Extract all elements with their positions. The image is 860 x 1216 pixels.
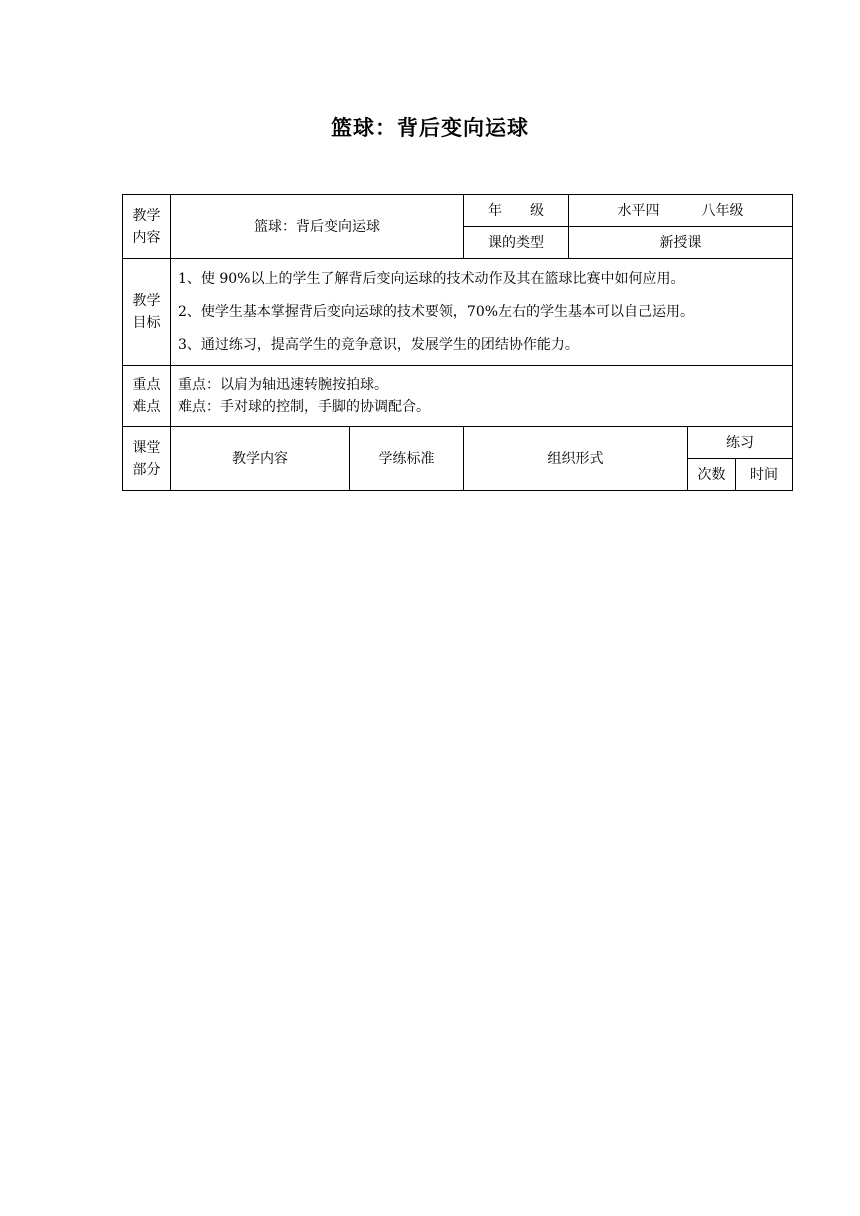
content-label-line1: 教学 bbox=[132, 207, 161, 224]
grade-label: 年 级 bbox=[488, 202, 544, 219]
col-times-label: 次数 bbox=[697, 466, 726, 483]
col-content-label: 教学内容 bbox=[232, 450, 288, 467]
type-label: 课的类型 bbox=[488, 234, 544, 251]
lesson-plan-table bbox=[122, 194, 793, 491]
col-organization-label: 组织形式 bbox=[547, 450, 604, 467]
objective-item: 2、使学生基本掌握背后变向运球的技术要领，70%左右的学生基本可以自己运用。 bbox=[178, 304, 695, 320]
type-value-cell bbox=[568, 226, 793, 259]
objectives-label-cell bbox=[122, 258, 171, 366]
keypoints-label-line2: 难点 bbox=[132, 399, 161, 415]
col-duration-header bbox=[735, 458, 793, 491]
objectives-label-line2: 目标 bbox=[132, 315, 161, 331]
class-section-label-cell bbox=[122, 426, 171, 491]
class-section-label-line2: 部分 bbox=[132, 461, 161, 478]
grade-label-cell bbox=[463, 194, 569, 227]
col-duration-label: 时间 bbox=[750, 466, 778, 483]
content-label-line2: 内容 bbox=[132, 229, 161, 246]
objective-item: 1、使 90%以上的学生了解背后变向运球的技术动作及其在篮球比赛中如何应用。 bbox=[178, 271, 685, 287]
keypoints-value-cell bbox=[170, 365, 793, 427]
difficulty-text: 难点：手对球的控制，手脚的协调配合。 bbox=[178, 399, 430, 415]
keypoints-label-line1: 重点 bbox=[132, 377, 161, 393]
content-value-cell bbox=[170, 194, 464, 259]
type-label-cell bbox=[463, 226, 569, 259]
content-value: 篮球：背后变向运球 bbox=[254, 218, 380, 235]
key-point-text: 重点：以肩为轴迅速转腕按拍球。 bbox=[178, 377, 388, 393]
col-content-header bbox=[170, 426, 350, 491]
objective-item: 3、通过练习，提高学生的竞争意识，发展学生的团结协作能力。 bbox=[178, 337, 579, 353]
type-value: 新授课 bbox=[659, 234, 702, 251]
col-practice-header bbox=[687, 426, 793, 459]
class-section-label-line1: 课堂 bbox=[132, 439, 161, 456]
col-times-header bbox=[687, 458, 736, 491]
grade-value: 水平四 八年级 bbox=[617, 202, 744, 219]
col-standard-header bbox=[349, 426, 464, 491]
document-title: 篮球：背后变向运球 bbox=[331, 116, 529, 140]
content-label-cell bbox=[122, 194, 171, 259]
objectives-label-line1: 教学 bbox=[132, 293, 161, 309]
col-practice-label: 练习 bbox=[726, 434, 754, 451]
grade-value-cell bbox=[568, 194, 793, 227]
col-organization-header bbox=[463, 426, 688, 491]
objectives-value-cell bbox=[170, 258, 793, 366]
keypoints-label-cell bbox=[122, 365, 171, 427]
col-standard-label: 学练标准 bbox=[378, 450, 435, 467]
